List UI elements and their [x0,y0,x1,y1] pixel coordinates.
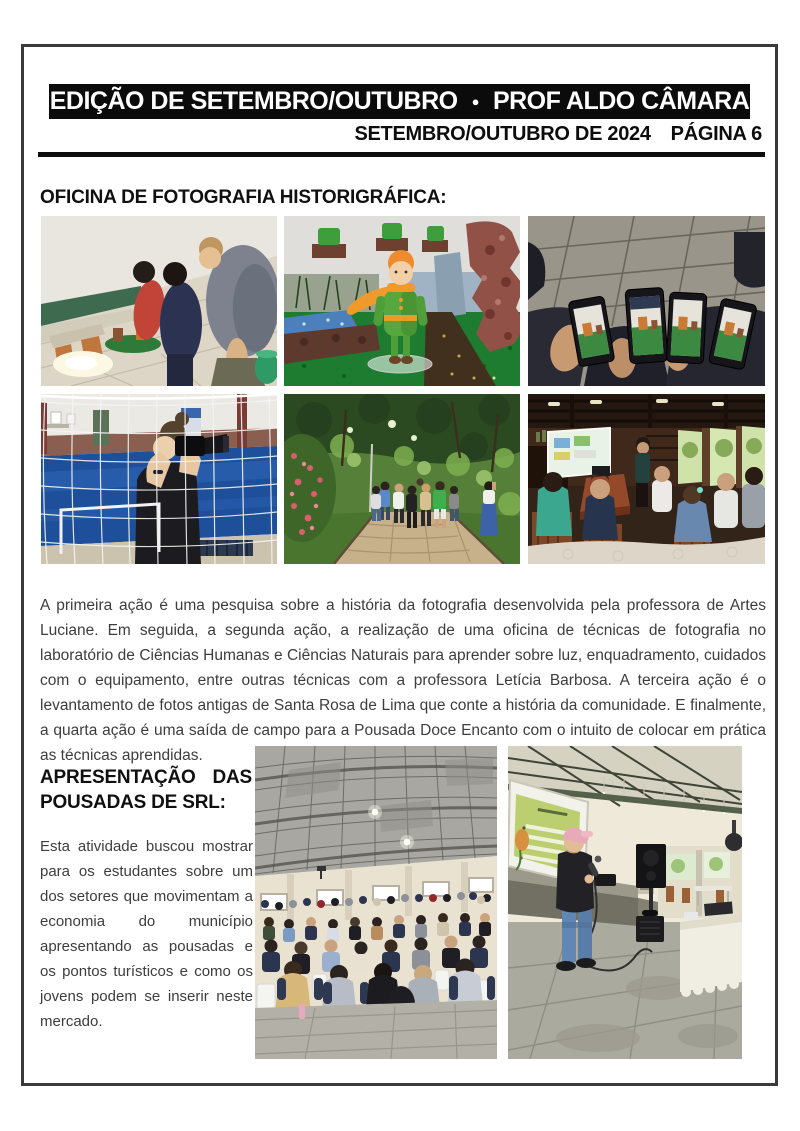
photo-classroom-diorama [41,216,277,386]
photo-gym-illustration [41,394,277,564]
banner-author-label: PROF ALDO CÂMARA [492,87,750,115]
pousadas-paragraph: Esta atividade buscou mostrar para os estudantes sobre um dos setores que movimentam a economia do município apresentando as pousadas e os pontos turísticos e como os jovens podem se inserir neste mercado. [40,838,253,1030]
dateline [40,123,762,146]
issue-date: SETEMBRO/OUTUBRO DE 2024 [354,123,651,145]
photo-phones-with-diorama [528,216,765,386]
oficina-paragraph: A primeira ação é uma pesquisa sobre a história da fotografia desenvolvida pela professora de Artes Luciane. Em seguida, a segunda ação, a realização de uma oficina de técnicas de fotografia no laboratório de Ciências Humanas e Ciências Naturais para aprender sobre luz, enquadramento, cuidados com o equipamento, entre outras técnicas com a professora Letícia Barbosa. A terceira ação é o levantamento de fotos antigas de Santa Rosa de Lima que conte a história da comunidade. E finalmente, a quarta ação é uma saída de campo para a Pousada Doce Encanto com o intuito de colocar em prática as técnicas aprendidas. [40,596,766,764]
photo-wooden-hall-presentation [528,394,765,564]
presenter-figure [635,437,650,507]
page-number: PÁGINA 6 [670,123,762,145]
phone-3 [666,292,707,364]
amp-box [636,916,664,942]
photo-students-hall-illustration [255,746,497,1059]
newsletter-banner [49,84,750,119]
section-title-pousadas [40,765,252,815]
photo-garden-group [284,394,520,564]
photo-little-prince-diorama [284,216,520,386]
photo-phones-illustration [528,216,765,386]
photo-students-hall [255,746,497,1059]
pousadas-title-line1: APRESENTAÇÃO DAS [40,766,252,788]
photo-classroom-illustration [41,216,277,386]
photo-student-camera-gym [41,394,277,564]
bullet-separator-icon: ● [471,94,479,109]
header-divider [38,152,765,157]
section-title-oficina: OFICINA DE FOTOGRAFIA HISTORIGRÁFICA: [40,186,447,208]
photo-student-presenting [508,746,742,1059]
phone-2 [625,287,668,363]
photo-garden-illustration [284,394,520,564]
photo-diorama-illustration [284,216,520,386]
banner-edition-label: EDIÇÃO DE SETEMBRO/OUTUBRO [49,87,458,115]
photo-presentation-illustration [508,746,742,1059]
pousadas-title-line2: POUSADAS DE SRL: [40,791,226,813]
photo-wooden-hall-illustration [528,394,765,564]
